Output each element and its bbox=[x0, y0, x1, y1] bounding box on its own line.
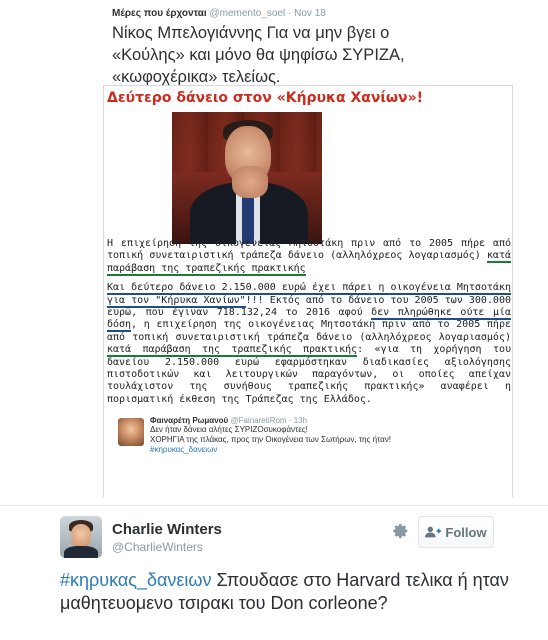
reply-text: Δεν ήταν δάνεια αλήτες ΣΥΡΙΖΟσυκοφάντες! ΧΟΡΗΓΙΑ της πλάκας, προς την Οικογένεια των Σωτήρων, της ήταν! #κηρυκας_δανειων bbox=[150, 425, 450, 455]
reply-hashtag[interactable]: #κηρυκας_δανειων bbox=[150, 445, 218, 454]
reply-handle[interactable]: @FainaretiRom bbox=[230, 416, 287, 425]
quoted-tweet-date[interactable]: · Nov 18 bbox=[288, 8, 326, 19]
article-body bbox=[107, 238, 511, 413]
follow-person-icon bbox=[425, 525, 441, 539]
article-paragraph-1: Η επιχείρηση της οικογένειας Μητσοτάκη πριν από το 2005 πήρε από τοπική συνεταιριστική τράπεζα δάνειο (αλληλόχρεος λογαριασμός) κατά παράβαση της τραπεζικής πρακτικής bbox=[107, 238, 511, 274]
underlined-phrase: δεν πληρώθηκε ούτε μία δόση bbox=[107, 307, 512, 331]
quoted-tweet-text: Νίκος Μπελογιάννης Για να μην βγει ο «Κούλης» και μόνο θα ψηφίσω ΣΥΡΙΖΑ, «κωφοχέρικα» τελείως. bbox=[112, 24, 405, 86]
avatar[interactable] bbox=[60, 516, 102, 558]
divider bbox=[0, 505, 548, 506]
embedded-reply-tweet[interactable] bbox=[150, 416, 450, 455]
follow-button[interactable] bbox=[418, 516, 494, 548]
reply-name[interactable]: Φαιναρέτη Ρωμανού bbox=[150, 416, 229, 425]
quoted-tweet-header bbox=[112, 8, 326, 19]
reply-avatar[interactable] bbox=[118, 418, 144, 446]
gear-icon[interactable] bbox=[393, 523, 409, 539]
underlined-phrase: κατά παράβαση της τραπεζικής πρακτικής bbox=[107, 250, 511, 274]
article-photo bbox=[172, 112, 322, 244]
tweet-author-handle[interactable]: @CharlieWinters bbox=[112, 540, 203, 554]
quoted-tweet-name[interactable]: Μέρες που έρχονται bbox=[112, 8, 207, 19]
underlined-phrase: Και δεύτερο δάνειο 2.150.000 ευρώ έχει πάρει η οικογένεια Μητσοτάκη για τον "Κήρυκα Χανίων" bbox=[107, 282, 511, 306]
reply-header bbox=[150, 416, 450, 425]
follow-label: Follow bbox=[445, 524, 487, 540]
tweet-author-name[interactable]: Charlie Winters bbox=[112, 521, 222, 538]
tweet-text: #κηρυκας_δανειων Σπουδασε στο Harvard τελικα ή ηταν μαθητευομενο τσιρακι του Don corleone? bbox=[60, 570, 509, 613]
reply-date[interactable]: · 13h bbox=[288, 416, 308, 425]
quoted-tweet-handle[interactable]: @memento_soel bbox=[209, 8, 286, 19]
article-paragraph-2: Και δεύτερο δάνειο 2.150.000 ευρώ έχει πάρει η οικογένεια Μητσοτάκη για τον "Κήρυκα Χανίων"!!! Εκτός από το δάνειο του 2005 των 300.000 ευρώ, που έγιναν 718.132,24 το 2016 αφού δεν πληρώθηκε ούτε μία δόση, η επιχείρηση της οικογένειας Μητσοτάκη πριν από το 2005 πήρε από τοπική συνεταιριστική τράπεζα δάνειο (αλληλόχρεος λογαριασμός) κατά παράβαση της τραπεζικής πρακτικής: «για τη χορήγηση του δανείου 2.150.000 ευρώ εφαρμόστηκαν διαδικασίες αξιολόγησης πιστοδοτικών και λειτουργικών παραγόντων, οι οποίες απείχαν τουλάχιστον της συνήθους τραπεζικής πρακτικής» αναφέρει η πορισματική έκθεση της Τράπεζας της Ελλάδος. bbox=[107, 282, 512, 405]
article-title: Δεύτερο δάνειο στον «Κήρυκα Χανίων»! bbox=[107, 90, 424, 106]
underlined-phrase: κατά παράβαση της τραπεζικής πρακτικής bbox=[107, 344, 358, 356]
article-screenshot[interactable] bbox=[103, 85, 513, 497]
tweet-hashtag[interactable]: #κηρυκας_δανειων bbox=[60, 570, 212, 590]
